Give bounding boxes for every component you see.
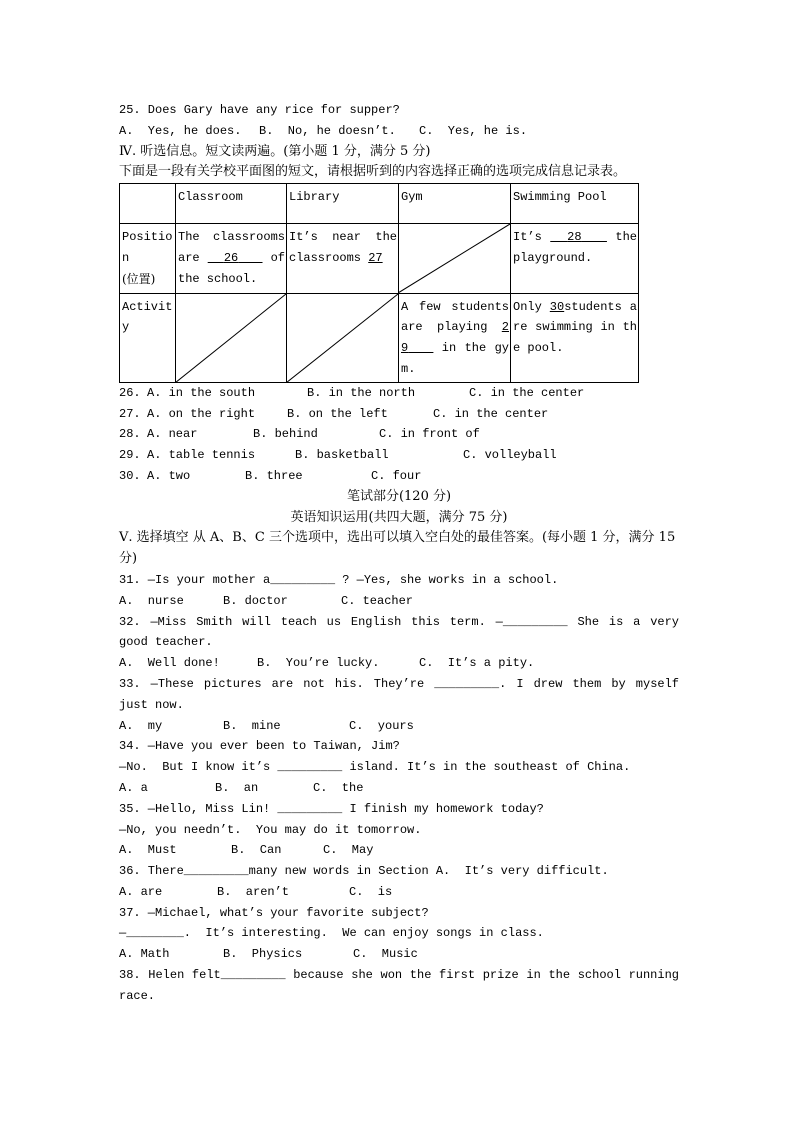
classroom-activity-empty <box>176 293 287 382</box>
section-5-heading: Ⅴ. 选择填空 从 A、B、C 三个选项中，选出可以填入空白处的最佳答案。(每小题 1 分，满分 15 分) <box>119 530 676 567</box>
listening-option-26: 26. A. in the south B. in the north C. in the center <box>119 385 585 400</box>
blank-27: 27 <box>368 250 383 265</box>
table-header-library: Library <box>287 184 399 224</box>
row-label-position: Positio n (位置) <box>120 224 176 293</box>
question-37-response: —________. It’s interesting. We can enjoy songs in class. <box>119 926 544 941</box>
question-31: 31. —Is your mother a_________ ? —Yes, she works in a school. <box>119 572 559 587</box>
section-4-heading: Ⅳ. 听选信息。短文读两遍。(第小题 1 分，满分 5 分) <box>119 143 431 159</box>
pool-position: It’s 28 the playground. <box>511 224 639 293</box>
table-row-position <box>120 224 639 293</box>
table-header-row <box>120 184 639 224</box>
question-36: 36. There_________many new words in Section A. It’s very difficult. <box>119 864 609 879</box>
pool-activity: Only 30students are swimming in the pool. <box>511 293 639 382</box>
gym-position-empty <box>399 224 511 293</box>
blank-29: 29 <box>401 320 509 356</box>
table-header-classroom: Classroom <box>176 184 287 224</box>
question-37-options: A. Math B. Physics C. Music <box>119 947 418 962</box>
table-header-empty <box>120 184 176 224</box>
blank-26: 26 <box>223 250 239 265</box>
question-34: 34. —Have you ever been to Taiwan, Jim? <box>119 739 400 754</box>
question-37: 37. —Michael, what’s your favorite subject? <box>119 905 429 920</box>
classroom-position: The classrooms are 26 of the school. <box>176 224 287 293</box>
row-label-activity: Activit y <box>120 293 176 382</box>
question-25: 25. Does Gary have any rice for supper? <box>119 103 400 117</box>
table-row-activity <box>120 293 639 382</box>
question-25-options <box>119 121 679 142</box>
diagonal-line <box>176 294 286 382</box>
question-35-options: A. Must B. Can C. May <box>119 843 374 858</box>
library-position: It’s near the classrooms 27 <box>287 224 399 293</box>
question-32: 32. —Miss Smith will teach us English this term. —_________ She is a very good teacher. <box>119 614 679 650</box>
question-35-response: —No, you needn’t. You may do it tomorrow. <box>119 822 422 837</box>
question-33: 33. —These pictures are not his. They’re _________. I drew them by myself just now. <box>119 676 679 712</box>
listening-option-29: 29. A. table tennis B. basketball C. volleyball <box>119 448 557 463</box>
library-activity-empty <box>287 293 399 382</box>
info-table <box>119 183 639 383</box>
gym-activity: A few students are playing 29 in the gym. <box>399 293 511 382</box>
written-section-title: 笔试部分(120 分) <box>346 488 452 504</box>
listening-option-30: 30. A. two B. three C. four <box>119 468 422 483</box>
option-a: A. Yes, he does. <box>119 123 242 138</box>
question-34-response: —No. But I know it’s _________ island. It’s in the southeast of China. <box>119 760 631 775</box>
question-36-options: A. are B. aren’t C. is <box>119 884 393 899</box>
exam-page <box>119 100 679 1007</box>
listening-option-27: 27. A. on the right B. on the left C. in the center <box>119 406 549 421</box>
blank-30: 30 <box>549 299 565 314</box>
question-31-options: A. nurse B. doctor C. teacher <box>119 593 414 608</box>
question-35: 35. —Hello, Miss Lin! _________ I finish my homework today? <box>119 801 544 816</box>
question-32-options: A. Well done! B. You’re lucky. C. It’s a pity. <box>119 656 535 671</box>
knowledge-section-title: 英语知识运用(共四大题，满分 75 分) <box>290 509 508 525</box>
diagonal-line <box>399 224 510 292</box>
table-header-gym: Gym <box>399 184 511 224</box>
listening-option-28: 28. A. near B. behind C. in front of <box>119 427 480 442</box>
question-33-options: A. my B. mine C. yours <box>119 718 414 733</box>
option-b: B. No, he doesn’t. <box>259 123 396 138</box>
question-38: 38. Helen felt_________ because she won the first prize in the school running race. <box>119 968 679 1003</box>
option-c: C. Yes, he is. <box>419 123 528 138</box>
table-header-pool: Swimming Pool <box>511 184 639 224</box>
blank-28: 28 <box>567 230 582 245</box>
question-34-options: A. a B. an C. the <box>119 780 364 795</box>
diagonal-line <box>287 294 398 382</box>
section-4-instruction: 下面是一段有关学校平面图的短文，请根据听到的内容选择正确的选项完成信息记录表。 <box>119 164 627 180</box>
